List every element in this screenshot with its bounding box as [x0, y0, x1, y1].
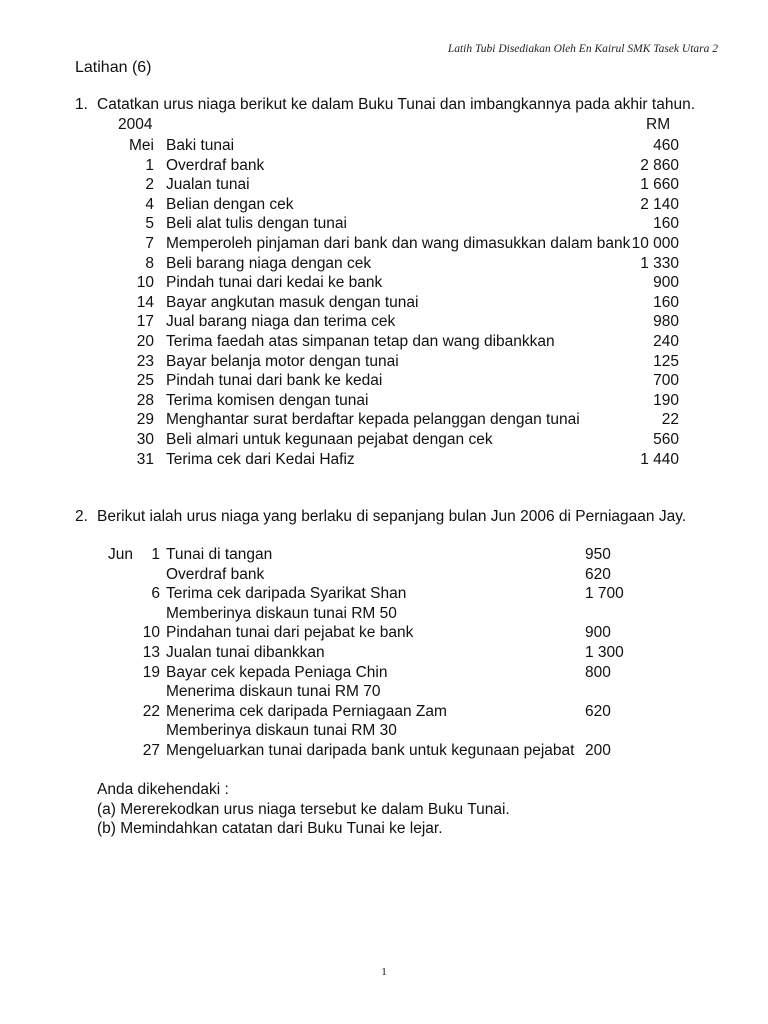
transaction-amount: 200 [585, 741, 611, 759]
transaction-row [0, 195, 768, 215]
transaction-row [0, 430, 768, 450]
transaction-amount: 22 [661, 411, 679, 429]
transaction-row [0, 643, 768, 663]
transaction-amount: 160 [653, 293, 679, 311]
transaction-day: 20 [136, 332, 154, 350]
question-1-currency: RM [646, 116, 671, 133]
transaction-row [0, 352, 768, 372]
transaction-day: 22 [142, 702, 160, 720]
requirement-b: (b) Memindahkan catatan dari Buku Tunai ke lejar. [97, 820, 443, 838]
transaction-row [0, 332, 768, 352]
question-2-text [75, 508, 686, 526]
transaction-description: Menghantar surat berdaftar kepada pelanggan dengan tunai [166, 411, 580, 429]
transaction-amount: 1 300 [585, 643, 624, 661]
transaction-day: 14 [136, 293, 154, 311]
transaction-description: Beli almari untuk kegunaan pejabat dengan cek [166, 430, 493, 448]
transaction-row [0, 273, 768, 293]
requirements-heading: Anda dikehendaki : [97, 781, 229, 798]
transaction-description: Memperoleh pinjaman dari bank dan wang dimasukkan dalam bank [166, 234, 631, 252]
transaction-description: Jualan tunai dibankkan [166, 643, 325, 661]
transaction-description: Beli barang niaga dengan cek [166, 254, 372, 272]
transaction-row [0, 410, 768, 430]
transaction-description: Jualan tunai [166, 176, 250, 194]
question-2-transactions [0, 545, 768, 761]
transaction-description: Terima cek daripada Syarikat Shan [166, 585, 407, 603]
transaction-amount: 950 [585, 546, 611, 563]
transaction-amount: 620 [585, 702, 611, 720]
transaction-row [0, 450, 768, 470]
transaction-description: Overdraf bank [166, 156, 265, 174]
question-1-instruction: Catatkan urus niaga berikut ke dalam Buku Tunai dan imbangkannya pada akhir tahun. [97, 96, 695, 113]
transaction-description: Jual barang niaga dan terima cek [166, 313, 396, 331]
transaction-amount: 160 [653, 215, 679, 233]
transaction-day: 29 [136, 411, 154, 429]
transaction-row [0, 254, 768, 274]
transaction-description: Belian dengan cek [166, 195, 294, 213]
transaction-day: 17 [136, 313, 154, 331]
transaction-day: 30 [136, 430, 154, 448]
transaction-description: Menerima cek daripada Perniagaan Zam [166, 702, 447, 720]
transaction-row [0, 312, 768, 332]
transaction-amount: 1 660 [640, 176, 679, 194]
transaction-day: 10 [136, 274, 154, 292]
transaction-row [0, 741, 768, 761]
transaction-description: Pindah tunai dari bank ke kedai [166, 372, 383, 390]
transaction-amount: 700 [653, 372, 679, 390]
transaction-description: Terima cek dari Kedai Hafiz [166, 450, 355, 468]
transaction-row [0, 391, 768, 411]
transaction-day: 13 [142, 643, 160, 661]
page-header: Latih Tubi Disediakan Oleh En Kairul SMK Tasek Utara 2 [447, 43, 718, 55]
requirement-a: (a) Mererekodkan urus niaga tersebut ke dalam Buku Tunai. [97, 800, 510, 818]
requirements-section [97, 780, 510, 839]
transaction-month: Jun [108, 546, 133, 563]
transaction-amount: 560 [653, 430, 679, 448]
question-2-instruction: Berikut ialah urus niaga yang berlaku di sepanjang bulan Jun 2006 di Perniagaan Jay. [97, 508, 687, 525]
transaction-amount: 10 000 [631, 234, 679, 252]
transaction-description: Terima komisen dengan tunai [166, 391, 369, 409]
transaction-day: 31 [136, 450, 154, 468]
transaction-amount: 980 [653, 313, 679, 331]
transaction-day: 23 [136, 352, 154, 370]
transaction-row [0, 293, 768, 313]
question-2-number: 2. [75, 508, 88, 525]
transaction-amount: 460 [653, 137, 679, 154]
transaction-description: Memberinya diskaun tunai RM 30 [166, 722, 397, 740]
transaction-amount: 1 700 [585, 585, 624, 603]
transaction-day: 1 [151, 546, 160, 563]
transaction-amount: 240 [653, 332, 679, 350]
question-1-text [75, 96, 695, 114]
transaction-row [0, 156, 768, 176]
transaction-amount: 2 860 [640, 156, 679, 174]
transaction-row [0, 371, 768, 391]
transaction-description: Bayar angkutan masuk dengan tunai [166, 293, 419, 311]
question-1-number: 1. [75, 96, 88, 113]
transaction-description: Tunai di tangan [166, 546, 273, 563]
transaction-description: Beli alat tulis dengan tunai [166, 215, 347, 233]
transaction-day: 6 [151, 585, 160, 603]
transaction-row [0, 702, 768, 722]
transaction-amount: 800 [585, 663, 611, 681]
transaction-description: Bayar cek kepada Peniaga Chin [166, 663, 388, 681]
transaction-day: 4 [145, 195, 154, 213]
transaction-row [0, 721, 768, 741]
transaction-amount: 900 [585, 624, 611, 642]
transaction-row [0, 623, 768, 643]
transaction-description: Pindahan tunai dari pejabat ke bank [166, 624, 414, 642]
transaction-day: 5 [145, 215, 154, 233]
transaction-description: Bayar belanja motor dengan tunai [166, 352, 399, 370]
question-1-year: 2004 [118, 116, 153, 133]
transaction-day: 19 [142, 663, 160, 681]
transaction-row [0, 545, 768, 565]
transaction-amount: 125 [653, 352, 679, 370]
transaction-description: Memberinya diskaun tunai RM 50 [166, 604, 397, 622]
transaction-amount: 900 [653, 274, 679, 292]
transaction-amount: 190 [653, 391, 679, 409]
transaction-day: 25 [136, 372, 154, 390]
page-title: Latihan (6) [75, 59, 152, 76]
transaction-day: 27 [142, 741, 160, 759]
question-1-transactions [0, 136, 768, 469]
transaction-row [0, 214, 768, 234]
transaction-row [0, 136, 768, 156]
transaction-row [0, 663, 768, 683]
transaction-row [0, 234, 768, 254]
transaction-description: Menerima diskaun tunai RM 70 [166, 683, 381, 701]
transaction-description: Pindah tunai dari kedai ke bank [166, 274, 383, 292]
transaction-amount: 1 440 [640, 450, 679, 468]
transaction-description: Baki tunai [166, 137, 235, 154]
transaction-row [0, 565, 768, 585]
transaction-day: 2 [145, 176, 154, 194]
transaction-row [0, 604, 768, 624]
transaction-amount: 2 140 [640, 195, 679, 213]
transaction-row [0, 584, 768, 604]
transaction-day: Mei [129, 137, 154, 154]
transaction-description: Terima faedah atas simpanan tetap dan wang dibankkan [166, 332, 555, 350]
transaction-day: 28 [136, 391, 154, 409]
transaction-day: 10 [142, 624, 160, 642]
page-number: 1 [381, 966, 387, 978]
transaction-amount: 1 330 [640, 254, 679, 272]
transaction-day: 7 [145, 234, 154, 252]
transaction-day: 1 [145, 156, 154, 174]
transaction-day: 8 [145, 254, 154, 272]
transaction-description: Overdraf bank [166, 565, 265, 583]
transaction-row [0, 682, 768, 702]
transaction-amount: 620 [585, 565, 611, 583]
transaction-description: Mengeluarkan tunai daripada bank untuk kegunaan pejabat [166, 741, 575, 759]
transaction-row [0, 175, 768, 195]
